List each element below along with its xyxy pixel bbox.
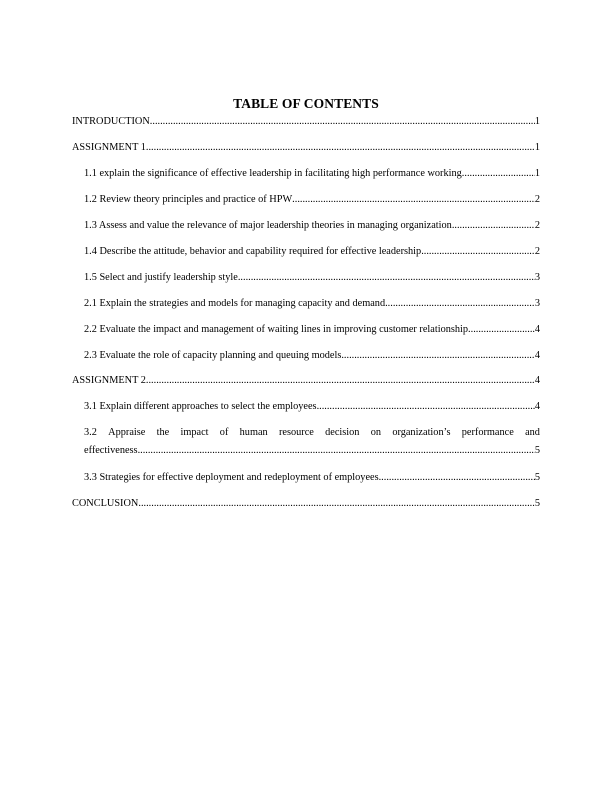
toc-entry-text: INTRODUCTION — [72, 116, 150, 127]
toc-word: Appraise — [108, 427, 146, 438]
toc-page-number: 3 — [534, 298, 540, 309]
toc-entry-1-4[interactable] — [84, 245, 540, 259]
toc-entry-text: 3.1 Explain different approaches to select the employees — [84, 401, 317, 412]
toc-page-number: 5 — [534, 445, 540, 456]
toc-entry-2-3[interactable] — [84, 349, 540, 363]
toc-entry-1-3[interactable] — [84, 219, 540, 233]
toc-leader-dots — [462, 167, 535, 181]
toc-word: resource — [278, 427, 314, 438]
toc-word: on — [370, 427, 382, 438]
toc-page-number: 5 — [534, 498, 540, 509]
toc-entry-3-3[interactable] — [84, 471, 540, 485]
toc-leader-dots — [146, 374, 535, 388]
toc-entry-text-line-2: effectiveness — [84, 445, 138, 456]
toc-leader-dots — [421, 245, 535, 259]
toc-leader-dots — [317, 400, 535, 414]
toc-leader-dots — [379, 471, 535, 485]
toc-entry-text: ASSIGNMENT 1 — [72, 142, 146, 153]
toc-page-number: 1 — [534, 168, 540, 179]
toc-page-number: 4 — [534, 375, 540, 386]
toc-entry-text: 1.5 Select and justify leadership style — [84, 272, 238, 283]
toc-page-number: 4 — [534, 350, 540, 361]
toc-entry-text: 2.2 Evaluate the impact and management of waiting lines in improving customer relationship — [84, 324, 469, 335]
toc-word: decision — [325, 427, 360, 438]
toc-leader-dots — [468, 323, 535, 337]
toc-entry-assignment-2[interactable] — [72, 374, 540, 388]
toc-word: 3.2 — [84, 427, 97, 438]
toc-entry-text: 3.3 Strategies for effective deployment and redeployment of employees — [84, 472, 379, 483]
toc-entry-conclusion[interactable] — [72, 497, 540, 511]
toc-page-number: 2 — [534, 194, 540, 205]
toc-leader-dots — [292, 193, 535, 207]
toc-word: of — [219, 427, 229, 438]
toc-page-number: 1 — [534, 142, 540, 153]
toc-entry-2-1[interactable] — [84, 297, 540, 311]
toc-word: human — [239, 427, 268, 438]
toc-entry-text: 1.4 Describe the attitude, behavior and capability required for effective leadership — [84, 246, 422, 257]
toc-entry-1-2[interactable] — [84, 193, 540, 207]
toc-page-number: 2 — [534, 220, 540, 231]
toc-entry-text: 1.3 Assess and value the relevance of major leadership theories in managing organization — [84, 220, 452, 231]
toc-leader-dots — [150, 115, 535, 129]
toc-entry-3-1[interactable] — [84, 400, 540, 414]
toc-entry-text: CONCLUSION — [72, 498, 139, 509]
toc-page-number: 4 — [534, 401, 540, 412]
toc-word: performance — [461, 427, 514, 438]
toc-entry-text: 2.1 Explain the strategies and models for managing capacity and demand — [84, 298, 386, 309]
toc-word: and — [525, 427, 540, 438]
toc-entry-text-line-1 — [84, 426, 540, 440]
toc-leader-dots — [138, 497, 534, 511]
toc-page-number: 2 — [534, 246, 540, 257]
toc-leader-dots — [146, 141, 535, 155]
toc-word: organization’s — [392, 427, 451, 438]
toc-page-number: 4 — [534, 324, 540, 335]
toc-entry-assignment-1[interactable] — [72, 141, 540, 155]
toc-entry-introduction[interactable] — [72, 115, 540, 129]
toc-word: the — [156, 427, 170, 438]
toc-leader-dots — [238, 271, 535, 285]
toc-entry-1-5[interactable] — [84, 271, 540, 285]
toc-leader-dots — [341, 349, 535, 363]
toc-word: impact — [180, 427, 209, 438]
toc-title: TABLE OF CONTENTS — [233, 96, 379, 111]
toc-leader-dots — [385, 297, 535, 311]
toc-page-number: 1 — [534, 116, 540, 127]
toc-leader-dots — [138, 444, 535, 458]
toc-entry-1-1[interactable] — [84, 167, 540, 181]
toc-entry-2-2[interactable] — [84, 323, 540, 337]
toc-entry-text: 2.3 Evaluate the role of capacity planning and queuing models — [84, 350, 342, 361]
toc-entry-3-2[interactable] — [84, 426, 540, 458]
toc-page-number: 5 — [534, 472, 540, 483]
toc-entry-text: 1.1 explain the significance of effective leadership in facilitating high performance working — [84, 168, 462, 179]
toc-entry-text: ASSIGNMENT 2 — [72, 375, 146, 386]
toc-entry-text: 1.2 Review theory principles and practice of HPW — [84, 194, 293, 205]
toc-leader-dots — [452, 219, 535, 233]
toc-page-number: 3 — [534, 272, 540, 283]
